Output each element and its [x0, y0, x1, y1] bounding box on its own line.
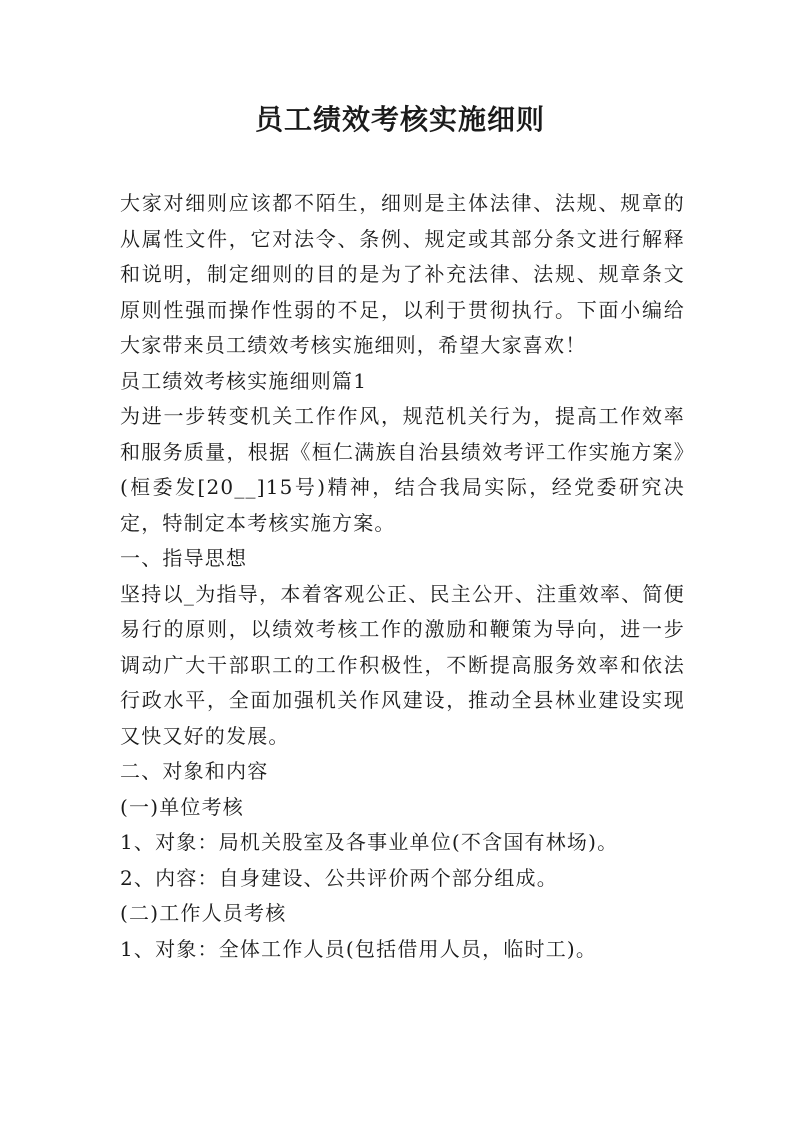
heading-object-content: 二、对象和内容	[120, 759, 269, 783]
heading-guiding-principle: 一、指导思想	[120, 546, 248, 570]
document-title: 员工绩效考核实施细则	[254, 103, 545, 136]
section-heading-part1: 员工绩效考核实施细则篇1	[120, 368, 368, 393]
unit-object-item: 1、对象：局机关股室及各事业单位(不含国有林场)。	[120, 830, 619, 854]
unit-content-item: 2、内容：自身建设、公共评价两个部分组成。	[120, 865, 558, 890]
subheading-staff-assessment: (二)工作人员考核	[120, 901, 287, 925]
document-body	[120, 186, 685, 967]
staff-object-item: 1、对象：全体工作人员(包括借用人员，临时工)。	[120, 936, 598, 961]
subheading-unit-assessment: (一)单位考核	[120, 794, 245, 819]
purpose-paragraph: 为进一步转变机关工作作风，规范机关行为，提高工作效率和服务质量，根据《桓仁满族自治县绩效考评工作实施方案》(桓委发[20__]15号)精神，结合我局实际，经党委研究决定，特制定本考核实施方案。	[120, 404, 685, 535]
guiding-principle-paragraph: 坚持以_为指导，本着客观公正、民主公开、注重效率、简便易行的原则，以绩效考核工作的激励和鞭策为导向，进一步调动广大干部职工的工作积极性，不断提高服务效率和依法行政水平，全面加强机关作风建设，推动全县林业建设实现又快又好的发展。	[120, 581, 685, 748]
intro-paragraph: 大家对细则应该都不陌生，细则是主体法律、法规、规章的从属性文件，它对法令、条例、规定或其部分条文进行解释和说明，制定细则的目的是为了补充法律、法规、规章条文原则性强而操作性弱的不足，以利于贯彻执行。下面小编给大家带来员工绩效考核实施细则，希望大家喜欢！	[120, 191, 685, 357]
